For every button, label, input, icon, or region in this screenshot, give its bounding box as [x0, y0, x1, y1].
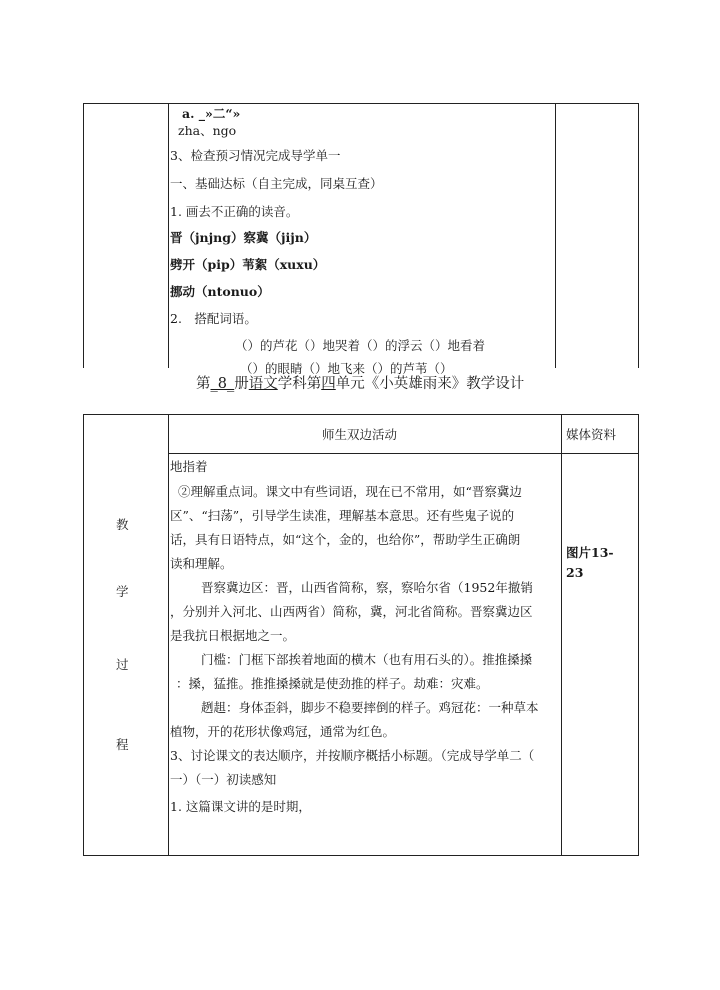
media-line-2: 23	[566, 565, 584, 580]
content-line-7: ，分别并入河北、山西两省）简称，冀，河北省简称。晋察冀边区	[170, 604, 533, 619]
top-line-pinyin: zha、ngo	[178, 123, 237, 138]
top-row2: 劈开（pip）苇絮（xuxu）	[170, 257, 326, 272]
content-line-5: 读和理解。	[170, 556, 233, 571]
main-table-border-right	[638, 414, 639, 856]
top-q1: 1. 画去不正确的读音。	[170, 204, 299, 219]
title-unit: 四	[321, 376, 336, 392]
main-table-border-bottom	[83, 855, 638, 856]
content-line-14: 一）（一）初读感知	[170, 772, 277, 787]
content-line-3: 区”、“扫荡”，引导学生读准，理解基本意思。还有些鬼子说的	[170, 508, 515, 523]
content-line-4: 话，具有日语特点，如“这个，金的，也给你”，帮助学生正确朗	[170, 532, 521, 547]
header-media: 媒体资料	[566, 427, 617, 442]
top-line-a: a. _»二“»	[182, 106, 241, 121]
top-table-border-left	[83, 103, 84, 368]
main-table-col-divider	[168, 414, 169, 856]
content-line-11: 趔趄：身体歪斜，脚步不稳要摔倒的样子。鸡冠花：一种草本	[201, 700, 539, 715]
content-line-12: 植物，开的花形状像鸡冠，通常为红色。	[170, 724, 396, 739]
content-line-6: 晋察冀边区：晋，山西省简称，察，察哈尔省（1952年撤销	[201, 580, 533, 595]
top-fill2-clip	[240, 361, 500, 376]
title-prefix: 第	[196, 376, 211, 392]
media-line-1: 图片13-	[566, 545, 614, 560]
title-subject: 语文	[248, 376, 278, 392]
top-row3: 挪动（ntonuo）	[170, 284, 270, 299]
content-line-2: ②理解重点词。课文中有些词语，现在已不常用，如“晋察冀边	[178, 484, 522, 499]
title-rest: 单元《小英雄雨来》教学设计	[335, 376, 525, 392]
top-fill1: （）的芦花（）地哭着（）的浮云（）地看着	[235, 338, 486, 353]
top-section1: 一、基础达标（自主完成，同桌互查）	[170, 176, 383, 191]
top-row1: 晋（jnjng）察冀（jijn）	[170, 230, 317, 245]
left-char-4: 程	[116, 737, 129, 752]
top-q2: 2. 搭配词语。	[170, 311, 257, 326]
left-char-1: 教	[116, 517, 129, 532]
header-activity: 师生双边活动	[322, 427, 398, 442]
main-table-border-top	[83, 414, 638, 415]
title-volume: _8_	[210, 376, 235, 392]
top-table-col-divider	[168, 103, 169, 368]
main-table-border-left	[83, 414, 84, 856]
content-line-13: 3、讨论课文的表达顺序，并按顺序概括小标题。（完成导学单二（	[170, 748, 535, 763]
title-mid2: 学科第	[277, 376, 322, 392]
top-fill2: （）的眼睛（）地飞来（）的芦苇（）	[240, 361, 453, 376]
content-line-10: ：搡，猛推。推推搡搡就是使劲推的样子。劫难：灾难。	[176, 676, 489, 691]
left-char-3: 过	[116, 657, 129, 672]
content-line-1: 地指着	[170, 459, 208, 474]
main-table-header-divider	[168, 453, 638, 454]
content-line-15: 1. 这篇课文讲的是时期，	[170, 799, 311, 814]
page-title	[196, 376, 524, 392]
top-step3: 3、检查预习情况完成导学单一	[170, 148, 341, 163]
content-line-9: 门槛：门框下部挨着地面的横木（也有用石头的）。推推搡搡	[201, 652, 533, 667]
top-table-col-divider-2	[555, 103, 556, 368]
main-table-col-divider-2	[561, 414, 562, 856]
content-line-8: 是我抗日根据地之一。	[170, 628, 296, 643]
title-mid1: 册	[234, 376, 249, 392]
left-char-2: 学	[116, 584, 129, 599]
top-table-border-right	[638, 103, 639, 368]
